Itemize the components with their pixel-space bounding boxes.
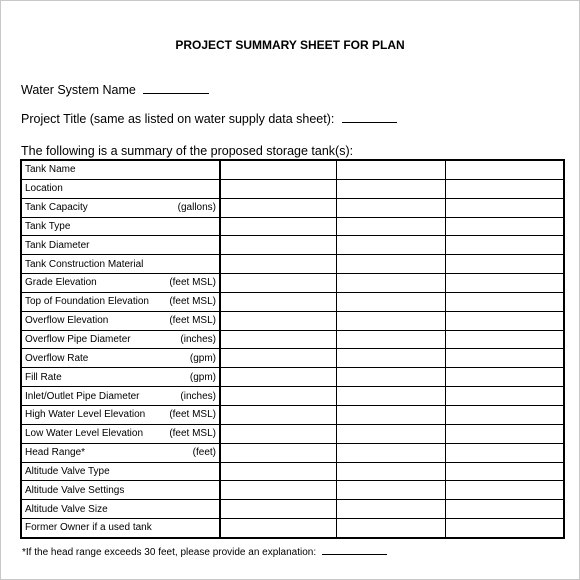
tank-entry-cell[interactable] <box>445 198 564 217</box>
tank-entry-cell[interactable] <box>220 443 336 462</box>
row-label-cell <box>21 292 220 311</box>
tank-entry-cell[interactable] <box>445 179 564 198</box>
tank-entry-cell[interactable] <box>220 198 336 217</box>
row-label: Head Range* <box>25 447 86 459</box>
table-row <box>21 424 564 443</box>
water-system-input[interactable] <box>143 81 209 94</box>
tank-entry-cell[interactable] <box>336 481 445 500</box>
tank-entry-cell[interactable] <box>220 292 336 311</box>
row-unit: (inches) <box>180 334 216 346</box>
table-row <box>21 405 564 424</box>
tank-entry-cell[interactable] <box>445 387 564 406</box>
summary-intro: The following is a summary of the proposed storage tank(s): <box>21 144 354 158</box>
table-row <box>21 160 564 179</box>
tank-entry-cell[interactable] <box>336 443 445 462</box>
row-label-cell <box>21 311 220 330</box>
tank-entry-cell[interactable] <box>336 160 445 179</box>
tank-entry-cell[interactable] <box>220 481 336 500</box>
tank-entry-cell[interactable] <box>220 405 336 424</box>
tank-entry-cell[interactable] <box>445 519 564 538</box>
row-label: Overflow Elevation <box>25 315 109 327</box>
row-unit: (feet MSL) <box>169 296 216 308</box>
row-label-cell <box>21 349 220 368</box>
tank-entry-cell[interactable] <box>445 405 564 424</box>
row-label-cell <box>21 462 220 481</box>
tank-entry-cell[interactable] <box>336 217 445 236</box>
tank-entry-cell[interactable] <box>220 311 336 330</box>
table-row <box>21 311 564 330</box>
row-unit: (gpm) <box>189 352 216 364</box>
table-row <box>21 217 564 236</box>
tank-entry-cell[interactable] <box>220 179 336 198</box>
row-label: Low Water Level Elevation <box>25 428 144 440</box>
tank-entry-cell[interactable] <box>220 236 336 255</box>
row-label: Tank Construction Material <box>25 258 144 270</box>
footnote-label: *If the head range exceeds 30 feet, please provide an explanation: <box>22 547 317 558</box>
row-label-cell <box>21 160 220 179</box>
table-row <box>21 387 564 406</box>
table-row <box>21 292 564 311</box>
row-label: Top of Foundation Elevation <box>25 296 149 308</box>
tank-entry-cell[interactable] <box>445 500 564 519</box>
row-label-cell <box>21 481 220 500</box>
tank-entry-cell[interactable] <box>445 462 564 481</box>
project-title-field <box>21 110 397 126</box>
tank-entry-cell[interactable] <box>445 217 564 236</box>
row-label-cell <box>21 217 220 236</box>
tank-entry-cell[interactable] <box>220 255 336 274</box>
tank-entry-cell[interactable] <box>336 292 445 311</box>
tank-entry-cell[interactable] <box>220 217 336 236</box>
tank-entry-cell[interactable] <box>336 198 445 217</box>
tank-entry-cell[interactable] <box>336 330 445 349</box>
row-label: Location <box>25 183 63 195</box>
row-label: Tank Capacity <box>25 202 88 214</box>
tank-entry-cell[interactable] <box>336 519 445 538</box>
tank-entry-cell[interactable] <box>336 368 445 387</box>
tank-entry-cell[interactable] <box>220 519 336 538</box>
row-label: Altitude Valve Settings <box>25 484 125 496</box>
row-unit: (gpm) <box>189 371 216 383</box>
tank-entry-cell[interactable] <box>445 236 564 255</box>
row-label: Tank Name <box>25 164 76 176</box>
row-unit: (feet MSL) <box>169 315 216 327</box>
row-unit: (feet MSL) <box>169 428 216 440</box>
row-label-cell <box>21 255 220 274</box>
table-row <box>21 462 564 481</box>
row-label-cell <box>21 500 220 519</box>
row-label-cell <box>21 330 220 349</box>
row-label-cell <box>21 387 220 406</box>
tank-entry-cell[interactable] <box>445 311 564 330</box>
water-system-label: Water System Name <box>21 83 136 97</box>
row-label-cell <box>21 519 220 538</box>
footnote <box>22 544 387 558</box>
row-unit: (feet MSL) <box>169 409 216 421</box>
tank-entry-cell[interactable] <box>220 330 336 349</box>
tank-entry-cell[interactable] <box>220 349 336 368</box>
table-row <box>21 481 564 500</box>
storage-tank-table <box>20 159 565 539</box>
tank-entry-cell[interactable] <box>445 274 564 293</box>
tank-entry-cell[interactable] <box>220 462 336 481</box>
table-row <box>21 443 564 462</box>
tank-entry-cell[interactable] <box>336 462 445 481</box>
tank-entry-cell[interactable] <box>445 255 564 274</box>
row-label: Fill Rate <box>25 371 62 383</box>
tank-entry-cell[interactable] <box>336 500 445 519</box>
project-title-label: Project Title (same as listed on water supply data sheet): <box>21 112 335 126</box>
table-row <box>21 274 564 293</box>
row-unit: (feet) <box>192 447 216 459</box>
row-label: Tank Diameter <box>25 239 90 251</box>
tank-entry-cell[interactable] <box>445 330 564 349</box>
row-label-cell <box>21 443 220 462</box>
tank-entry-cell[interactable] <box>220 274 336 293</box>
water-system-field <box>21 81 209 97</box>
page-title: PROJECT SUMMARY SHEET FOR PLAN <box>175 38 405 52</box>
tank-entry-cell[interactable] <box>336 349 445 368</box>
row-label-cell <box>21 424 220 443</box>
table-row <box>21 236 564 255</box>
tank-entry-cell[interactable] <box>336 179 445 198</box>
tank-entry-cell[interactable] <box>220 500 336 519</box>
tank-entry-cell[interactable] <box>336 255 445 274</box>
tank-entry-cell[interactable] <box>220 160 336 179</box>
row-label: High Water Level Elevation <box>25 409 146 421</box>
tank-entry-cell[interactable] <box>336 274 445 293</box>
tank-entry-cell[interactable] <box>336 387 445 406</box>
table-row <box>21 500 564 519</box>
row-label: Former Owner if a used tank <box>25 522 152 534</box>
tank-entry-cell[interactable] <box>220 424 336 443</box>
tank-entry-cell[interactable] <box>220 387 336 406</box>
table-row <box>21 330 564 349</box>
tank-entry-cell[interactable] <box>445 424 564 443</box>
tank-entry-cell[interactable] <box>220 368 336 387</box>
table-row <box>21 349 564 368</box>
table-row <box>21 198 564 217</box>
row-label: Altitude Valve Type <box>25 465 110 477</box>
row-label-cell <box>21 368 220 387</box>
tank-entry-cell[interactable] <box>336 311 445 330</box>
tank-entry-cell[interactable] <box>445 368 564 387</box>
project-title-input[interactable] <box>342 110 397 123</box>
row-label: Overflow Pipe Diameter <box>25 334 131 346</box>
tank-entry-cell[interactable] <box>445 443 564 462</box>
tank-entry-cell[interactable] <box>445 160 564 179</box>
tank-entry-cell[interactable] <box>336 424 445 443</box>
row-label: Altitude Valve Size <box>25 503 108 515</box>
row-label-cell <box>21 274 220 293</box>
row-unit: (gallons) <box>177 202 216 214</box>
row-label-cell <box>21 198 220 217</box>
row-unit: (feet MSL) <box>169 277 216 289</box>
tank-entry-cell[interactable] <box>445 349 564 368</box>
table-row <box>21 179 564 198</box>
row-label: Overflow Rate <box>25 352 89 364</box>
tank-entry-cell[interactable] <box>336 236 445 255</box>
row-label: Tank Type <box>25 220 71 232</box>
row-label-cell <box>21 405 220 424</box>
tank-entry-cell[interactable] <box>445 292 564 311</box>
footnote-explanation-input[interactable] <box>322 544 387 555</box>
row-label-cell <box>21 236 220 255</box>
table-row <box>21 519 564 538</box>
tank-entry-cell[interactable] <box>336 405 445 424</box>
tank-entry-cell[interactable] <box>445 481 564 500</box>
row-label: Grade Elevation <box>25 277 97 289</box>
table-row <box>21 368 564 387</box>
row-label-cell <box>21 179 220 198</box>
table-row <box>21 255 564 274</box>
row-label: Inlet/Outlet Pipe Diameter <box>25 390 140 402</box>
row-unit: (inches) <box>180 390 216 402</box>
